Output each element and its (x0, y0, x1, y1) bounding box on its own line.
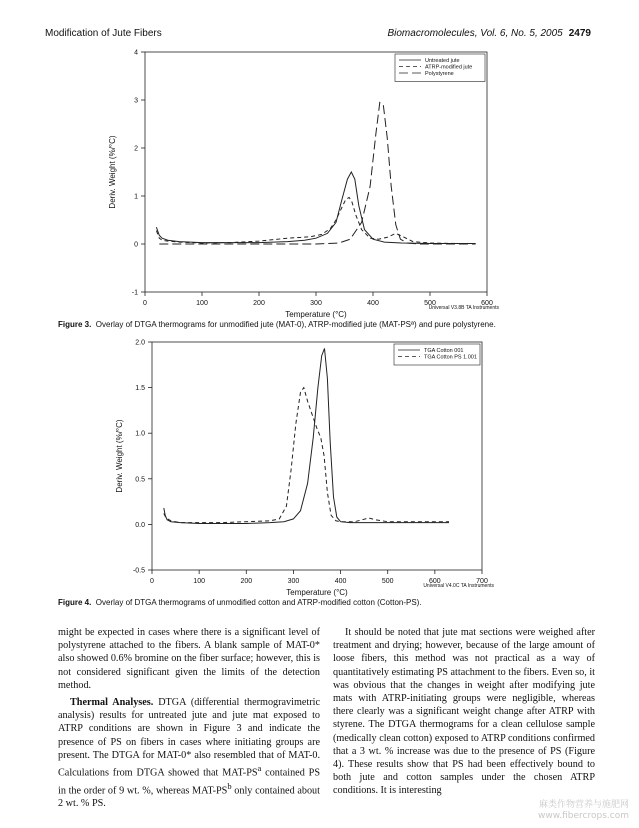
x-tick-label: 500 (424, 300, 436, 307)
y-tick-label: 2 (134, 145, 138, 153)
x-tick-label: 200 (253, 300, 265, 307)
body-text: only contained about 2 wt. % PS. (58, 785, 320, 810)
x-tick-label: 200 (240, 578, 253, 585)
x-tick-label: 0 (143, 300, 147, 307)
superscript: a (257, 763, 262, 774)
body-text: contained PS in the order of 9 wt. %, whereas MAT-PS (58, 767, 320, 797)
plot-frame (152, 342, 482, 570)
x-tick-label: 100 (196, 300, 208, 307)
x-tick-label: 100 (193, 578, 205, 585)
running-header-journal (387, 28, 591, 39)
y-tick-label: 4 (134, 49, 138, 57)
legend-label: Untreated jute (425, 58, 460, 64)
y-tick-label: 2.0 (135, 339, 145, 347)
x-tick-label: 300 (310, 300, 322, 307)
x-tick-label: 600 (429, 578, 441, 585)
y-tick-label: 1.5 (135, 385, 145, 393)
watermark-url: www.fibercrops.com (538, 811, 629, 821)
journal-citation: Biomacromolecules, Vol. 6, No. 5, 2005 (387, 28, 563, 39)
figure-4-caption (58, 598, 422, 607)
instrument-note: Universal V3.8B TA Instruments (428, 305, 499, 311)
instrument-note: Universal V4.0C TA Instruments (423, 583, 494, 589)
body-column-left (58, 626, 320, 810)
figure-4-chart (0, 332, 639, 602)
y-tick-label: 0 (134, 241, 138, 249)
x-tick-label: 400 (334, 578, 347, 585)
x-tick-label: 500 (381, 578, 394, 585)
watermark (538, 800, 629, 822)
series-line-2 (164, 388, 449, 523)
series-line-3 (159, 102, 475, 244)
y-axis-label: Deriv. Weight (%/°C) (115, 419, 124, 493)
figure-3-caption (58, 320, 496, 329)
section-heading: Thermal Analyses. (70, 697, 154, 709)
body-paragraph: might be expected in cases where there is a significant level of polystyrene attached to the fibers. A blank sample of MAT-0* also showed 0.6% bromine on the fiber surface; however, this is not considered significant given the limits of the detection method. (58, 627, 320, 691)
figure-3-caption-text: Overlay of DTGA thermograms for unmodified jute (MAT-0), ATRP-modified jute (MAT-PSª) and pure polystyrene. (95, 320, 496, 329)
x-tick-label: 700 (476, 578, 488, 585)
y-tick-label: -0.5 (132, 567, 145, 575)
figure-3-caption-label: Figure 3. (58, 320, 92, 329)
series-line-2 (156, 197, 475, 243)
figure-4-caption-label: Figure 4. (58, 598, 92, 607)
body-paragraph-thermal (58, 696, 320, 810)
x-tick-label: 600 (481, 300, 493, 307)
y-tick-label: 3 (134, 97, 138, 105)
y-tick-label: -1 (131, 289, 138, 297)
body-paragraph: It should be noted that jute mat sections were weighed after treatment and drying; however, because of the large amount of loose fibers, this method was not practical as a way of quantitatively estimating PS attachment to the fibers. Even so, it was obvious that the changes in weight after modifying jute mats with ATRP-initiating groups were negligible, whereas there clearly was a significant weight change after ATRP with styrene. The DTGA thermograms for a clean cellulose sample (medically clean cotton) exposed to ATRP conditions confirmed that a 3 wt. % increase was due to the presence of PS (Figure 4). These results show that PS had been effectively bound to both jute and cotton samples under the chosen ATRP conditions. It is interesting (333, 627, 595, 797)
body-text: DTGA (differential thermogravimetric analysis) results for untreated jute and jute mat exposed to ATRP conditions are shown in Figure 3 and indicate the presence of PS on fibers in cases where initiating groups are present. The DTGA for MAT-0* also resembled that of MAT-0. Calculations from DTGA showed that MAT-PS (58, 697, 320, 779)
plot-frame (145, 52, 487, 292)
series-line-1 (156, 172, 475, 244)
watermark-line: 麻类作物营养与施肥网 (538, 800, 629, 810)
figure-3-chart (0, 40, 639, 360)
y-tick-label: 1.0 (135, 430, 145, 438)
x-axis-label: Temperature (°C) (286, 588, 348, 597)
running-header-title: Modification of Jute Fibers (45, 28, 162, 39)
body-column-right (333, 626, 595, 798)
series-line-1 (164, 348, 449, 523)
y-tick-label: 0.5 (135, 476, 145, 484)
x-tick-label: 300 (287, 578, 300, 585)
superscript: b (227, 780, 232, 791)
legend-label: TGA Cotton PS 1.001 (424, 354, 477, 361)
x-tick-label: 0 (150, 578, 154, 585)
legend-label: Polystyrene (425, 71, 454, 77)
y-axis-label: Deriv. Weight (%/°C) (108, 135, 117, 209)
y-tick-label: 0.0 (135, 521, 145, 529)
figure-4-caption-text: Overlay of DTGA thermograms of unmodified cotton and ATRP-modified cotton (Cotton-PS). (95, 598, 422, 607)
x-axis-label: Temperature (°C) (285, 310, 347, 319)
legend-label: ATRP-modified jute (425, 64, 473, 71)
y-tick-label: 1 (134, 193, 138, 201)
page-number: 2479 (568, 28, 591, 39)
legend-label: TGA Cotton 001 (424, 348, 464, 354)
x-tick-label: 400 (367, 300, 379, 307)
